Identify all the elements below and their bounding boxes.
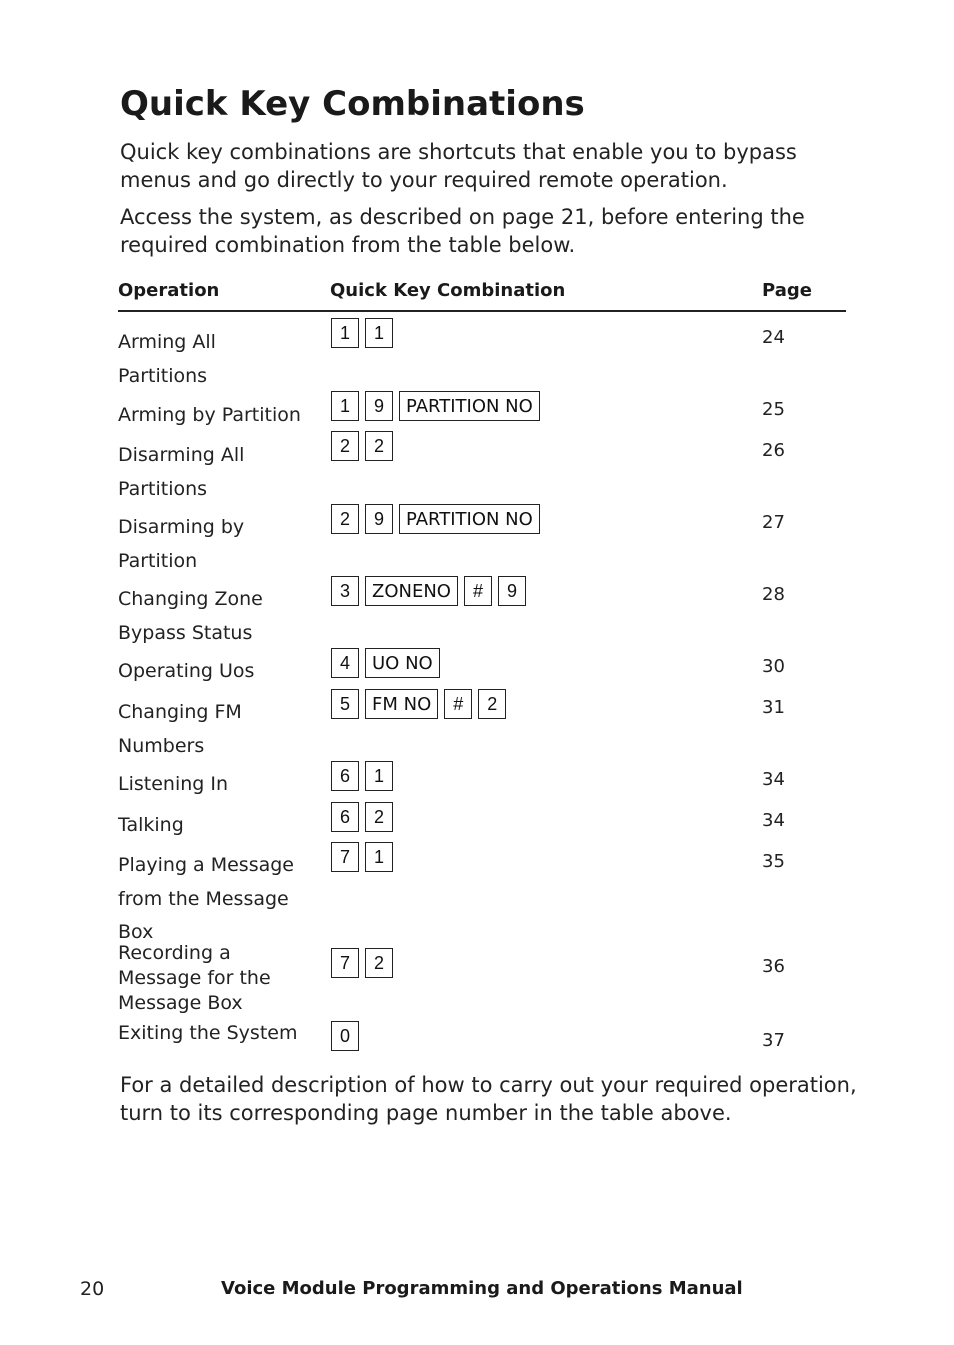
key-box: 1 xyxy=(365,318,393,348)
key-box: 0 xyxy=(331,1021,359,1051)
key-box: PARTITION NO xyxy=(399,391,540,421)
operation-label: Talking xyxy=(118,814,184,836)
page-reference: 34 xyxy=(762,810,785,831)
header-combination: Quick Key Combination xyxy=(330,280,566,301)
key-box: 4 xyxy=(331,648,359,678)
header-page: Page xyxy=(762,280,812,301)
key-combination xyxy=(331,689,506,723)
key-combination xyxy=(331,802,393,836)
key-combination xyxy=(331,842,393,876)
page-title: Quick Key Combinations xyxy=(120,84,585,124)
key-box: 1 xyxy=(365,761,393,791)
operation-label: Exiting the System xyxy=(118,1022,298,1044)
key-box: 3 xyxy=(331,576,359,606)
key-combination xyxy=(331,431,393,465)
page-reference: 35 xyxy=(762,851,785,872)
key-combination xyxy=(331,576,526,610)
operation-label: Listening In xyxy=(118,773,229,795)
key-box: 9 xyxy=(365,504,393,534)
key-box: 1 xyxy=(365,842,393,872)
key-box: 7 xyxy=(331,948,359,978)
operation-label: Disarming by Partition xyxy=(118,516,245,572)
key-box: 2 xyxy=(365,431,393,461)
page-reference: 28 xyxy=(762,584,785,605)
page-reference: 24 xyxy=(762,327,785,348)
key-box: 2 xyxy=(365,948,393,978)
key-box: 2 xyxy=(331,504,359,534)
footer-manual-title: Voice Module Programming and Operations Manual xyxy=(221,1278,743,1299)
key-box: 7 xyxy=(331,842,359,872)
page-reference: 31 xyxy=(762,697,785,718)
access-instructions: Access the system, as described on page 21, before entering the required combination from the table below. xyxy=(120,205,805,257)
key-combination xyxy=(331,948,393,982)
operation-label: Arming by Partition xyxy=(118,404,301,426)
header-divider xyxy=(118,310,846,312)
key-box: UO NO xyxy=(365,648,440,678)
page-reference: 25 xyxy=(762,399,785,420)
intro-paragraph: Quick key combinations are shortcuts that enable you to bypass menus and go directly to your required remote operation. xyxy=(120,140,797,192)
operation-label: Changing Zone Bypass Status xyxy=(118,588,263,644)
key-box: FM NO xyxy=(365,689,438,719)
operation-label: Disarming All Partitions xyxy=(118,444,245,500)
key-box: 6 xyxy=(331,761,359,791)
key-combination xyxy=(331,648,440,682)
page-reference: 34 xyxy=(762,769,785,790)
key-box: PARTITION NO xyxy=(399,504,540,534)
key-box: 5 xyxy=(331,689,359,719)
key-box: 2 xyxy=(365,802,393,832)
key-box: 9 xyxy=(365,391,393,421)
operation-label: Operating Uos xyxy=(118,660,255,682)
page-reference: 37 xyxy=(762,1030,785,1051)
key-combination xyxy=(331,391,540,425)
page-reference: 26 xyxy=(762,440,785,461)
key-combination xyxy=(331,318,393,352)
header-operation: Operation xyxy=(118,280,220,301)
operation-label: Playing a Message from the Message Box xyxy=(118,854,295,943)
key-box: 1 xyxy=(331,318,359,348)
key-box: 2 xyxy=(478,689,506,719)
page-reference: 36 xyxy=(762,956,785,977)
key-combination xyxy=(331,504,540,538)
key-box: # xyxy=(444,689,472,719)
key-box: 9 xyxy=(498,576,526,606)
operation-label: Recording a Message for the Message Box xyxy=(118,942,271,1014)
outro-paragraph: For a detailed description of how to carry out your required operation, turn to its corresponding page number in the table above. xyxy=(120,1073,857,1125)
page-reference: 27 xyxy=(762,512,785,533)
footer-page-number: 20 xyxy=(80,1278,105,1300)
operation-label: Changing FM Numbers xyxy=(118,701,242,757)
key-box: 2 xyxy=(331,431,359,461)
key-box: # xyxy=(464,576,492,606)
operation-label: Arming All Partitions xyxy=(118,331,216,387)
key-box: 1 xyxy=(331,391,359,421)
page-reference: 30 xyxy=(762,656,785,677)
key-combination xyxy=(331,1021,359,1055)
key-combination xyxy=(331,761,393,795)
key-box: 6 xyxy=(331,802,359,832)
key-box: ZONENO xyxy=(365,576,458,606)
